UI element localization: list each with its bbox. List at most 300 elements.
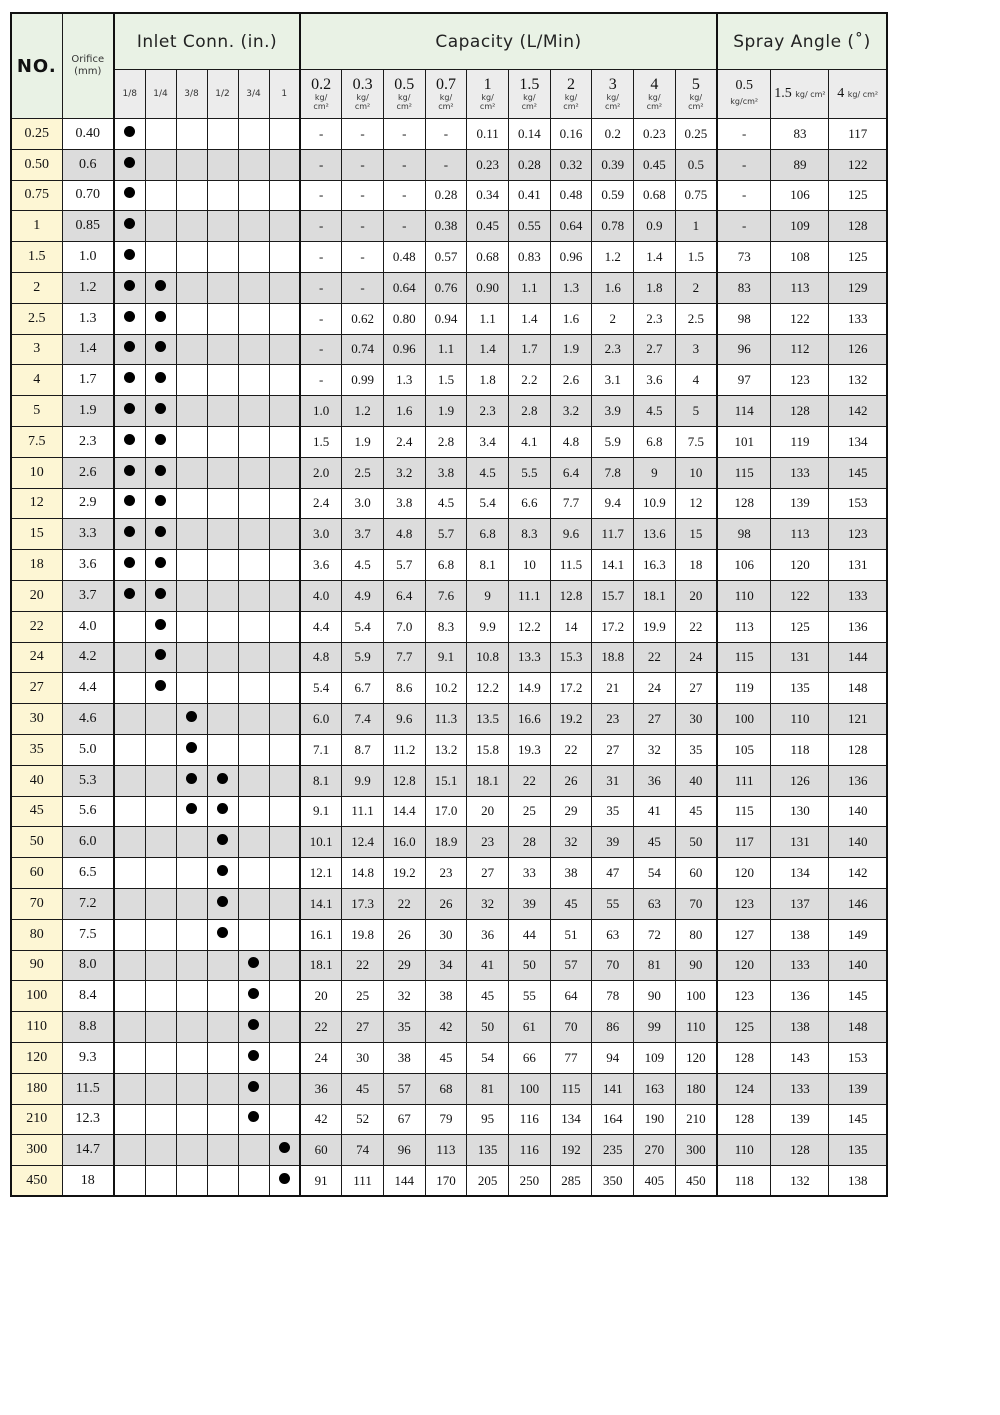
spray-angle-cell: 134 (771, 858, 829, 889)
nozzle-no-cell: 120 (11, 1042, 62, 1073)
available-dot-icon (248, 957, 259, 968)
orifice-cell: 0.6 (62, 149, 114, 180)
table-row (11, 1104, 887, 1135)
capacity-cell: 6.8 (634, 426, 676, 457)
capacity-cell: 50 (467, 1012, 509, 1043)
inlet-conn-cell (269, 272, 300, 303)
orifice-cell: 1.9 (62, 396, 114, 427)
capacity-cell: - (383, 180, 425, 211)
capacity-cell: 72 (634, 919, 676, 950)
capacity-cell: 17.2 (592, 611, 634, 642)
table-row (11, 919, 887, 950)
capacity-cell: 77 (550, 1042, 592, 1073)
capacity-cell: 0.41 (508, 180, 550, 211)
capacity-cell: 4.5 (425, 488, 467, 519)
nozzle-no-cell: 24 (11, 642, 62, 673)
capacity-cell: 1.6 (383, 396, 425, 427)
inlet-conn-cell (145, 765, 176, 796)
capacity-header: Capacity (L/Min) (300, 13, 717, 70)
capacity-cell: 0.96 (383, 334, 425, 365)
capacity-cell: 1.5 (300, 426, 342, 457)
pressure-value: 1.5 (519, 76, 540, 93)
spray-angle-cell: 135 (771, 673, 829, 704)
inlet-conn-cell (114, 334, 145, 365)
inlet-conn-cell (207, 611, 238, 642)
capacity-cell: 135 (467, 1135, 509, 1166)
inlet-conn-cell (269, 519, 300, 550)
inlet-conn-cell (238, 642, 269, 673)
table-row (11, 580, 887, 611)
capacity-cell: 9.9 (467, 611, 509, 642)
inlet-conn-cell (207, 919, 238, 950)
spray-angle-cell: 123 (717, 981, 771, 1012)
nozzle-no-cell: 50 (11, 827, 62, 858)
capacity-cell: 4.5 (634, 396, 676, 427)
capacity-cell: 42 (425, 1012, 467, 1043)
capacity-cell: - (342, 149, 384, 180)
available-dot-icon (124, 557, 135, 568)
orifice-cell: 3.7 (62, 580, 114, 611)
spray-angle-cell: 140 (829, 950, 887, 981)
inlet-conn-cell (114, 1012, 145, 1043)
capacity-cell: 0.28 (508, 149, 550, 180)
spray-angle-cell: 118 (771, 734, 829, 765)
nozzle-no-cell: 0.25 (11, 119, 62, 150)
spray-angle-cell: 139 (771, 488, 829, 519)
capacity-cell: 14.4 (383, 796, 425, 827)
capacity-cell: 1.9 (425, 396, 467, 427)
capacity-cell: 57 (550, 950, 592, 981)
capacity-cell: 0.34 (467, 180, 509, 211)
capacity-cell: 0.99 (342, 365, 384, 396)
capacity-cell: 20 (467, 796, 509, 827)
capacity-cell: 32 (467, 888, 509, 919)
inlet-conn-cell (176, 1135, 207, 1166)
capacity-cell: 9.6 (550, 519, 592, 550)
spray-angle-cell: 148 (829, 673, 887, 704)
inlet-conn-cell (207, 1104, 238, 1135)
table-row (11, 765, 887, 796)
available-dot-icon (155, 680, 166, 691)
capacity-cell: 32 (634, 734, 676, 765)
capacity-cell: 12.8 (550, 580, 592, 611)
spray-angle-cell: 145 (829, 981, 887, 1012)
table-row (11, 119, 887, 150)
spray-angle-cell: 136 (829, 765, 887, 796)
capacity-cell: 0.5 (675, 149, 717, 180)
inlet-conn-cell (207, 950, 238, 981)
available-dot-icon (186, 711, 197, 722)
table-row (11, 365, 887, 396)
capacity-cell: 2.0 (300, 457, 342, 488)
spray-angle-cell: 113 (771, 272, 829, 303)
capacity-cell: 0.2 (592, 119, 634, 150)
inlet-conn-cell (207, 334, 238, 365)
inlet-conn-cell (269, 334, 300, 365)
available-dot-icon (279, 1142, 290, 1153)
capacity-cell: 4.8 (300, 642, 342, 673)
capacity-cell: 450 (675, 1166, 717, 1197)
pressure-unit: kg/ (564, 93, 578, 102)
capacity-cell: 11.7 (592, 519, 634, 550)
spray-angle-cell: 83 (717, 272, 771, 303)
inlet-conn-cell (145, 149, 176, 180)
capacity-cell: 4.5 (467, 457, 509, 488)
capacity-pressure-header (592, 70, 634, 119)
capacity-cell: 63 (592, 919, 634, 950)
orifice-cell: 4.0 (62, 611, 114, 642)
table-row (11, 950, 887, 981)
capacity-cell: 0.62 (342, 303, 384, 334)
nozzle-no-cell: 15 (11, 519, 62, 550)
capacity-cell: 22 (300, 1012, 342, 1043)
capacity-cell: 141 (592, 1073, 634, 1104)
inlet-conn-cell (114, 611, 145, 642)
capacity-cell: 113 (425, 1135, 467, 1166)
spray-angle-cell: - (717, 149, 771, 180)
inlet-conn-cell (114, 1166, 145, 1197)
inlet-conn-cell (238, 180, 269, 211)
inlet-conn-cell (238, 303, 269, 334)
spray-angle-cell: 136 (829, 611, 887, 642)
inlet-conn-cell (145, 303, 176, 334)
inlet-conn-cell (269, 858, 300, 889)
inlet-conn-cell (114, 426, 145, 457)
available-dot-icon (248, 1081, 259, 1092)
available-dot-icon (217, 834, 228, 845)
inlet-conn-cell (145, 858, 176, 889)
capacity-cell: 32 (383, 981, 425, 1012)
orifice-cell: 5.0 (62, 734, 114, 765)
nozzle-no-cell: 180 (11, 1073, 62, 1104)
inlet-conn-cell (207, 180, 238, 211)
inlet-conn-cell (269, 673, 300, 704)
capacity-cell: 9.6 (383, 704, 425, 735)
inlet-conn-cell (269, 704, 300, 735)
spray-angle-cell: 125 (829, 242, 887, 273)
capacity-cell: 1.2 (592, 242, 634, 273)
nozzle-no-cell: 18 (11, 550, 62, 581)
orifice-cell: 2.3 (62, 426, 114, 457)
inlet-conn-cell (145, 580, 176, 611)
capacity-cell: 2.3 (592, 334, 634, 365)
orifice-cell: 18 (62, 1166, 114, 1197)
inlet-conn-cell (145, 827, 176, 858)
spray-angle-cell: 120 (717, 858, 771, 889)
capacity-cell: 19.8 (342, 919, 384, 950)
inlet-conn-cell (114, 858, 145, 889)
capacity-cell: 36 (634, 765, 676, 796)
inlet-conn-cell (145, 519, 176, 550)
inlet-conn-cell (269, 1042, 300, 1073)
inlet-conn-cell (207, 642, 238, 673)
capacity-cell: - (383, 149, 425, 180)
capacity-cell: 116 (508, 1104, 550, 1135)
nozzle-no-cell: 27 (11, 673, 62, 704)
table-row (11, 303, 887, 334)
capacity-cell: 11.2 (383, 734, 425, 765)
capacity-cell: 3.6 (634, 365, 676, 396)
available-dot-icon (124, 311, 135, 322)
capacity-cell: 163 (634, 1073, 676, 1104)
capacity-cell: - (342, 272, 384, 303)
capacity-cell: 54 (467, 1042, 509, 1073)
capacity-cell: 3.4 (467, 426, 509, 457)
capacity-cell: 36 (300, 1073, 342, 1104)
inlet-conn-cell (176, 180, 207, 211)
capacity-cell: - (383, 211, 425, 242)
spray-angle-cell: 137 (771, 888, 829, 919)
capacity-cell: 120 (675, 1042, 717, 1073)
inlet-conn-cell (145, 1042, 176, 1073)
capacity-pressure-header (300, 70, 342, 119)
pressure-unit: kg/ (648, 93, 661, 102)
spray-angle-cell: 118 (717, 1166, 771, 1197)
capacity-cell: 47 (592, 858, 634, 889)
pressure-unit: cm² (688, 102, 704, 111)
orifice-cell: 5.3 (62, 765, 114, 796)
spray-angle-header: Spray Angle (˚) (717, 13, 887, 70)
inlet-conn-cell (114, 488, 145, 519)
capacity-cell: 0.25 (675, 119, 717, 150)
capacity-cell: 3.0 (300, 519, 342, 550)
capacity-cell: 45 (550, 888, 592, 919)
inlet-conn-cell (176, 519, 207, 550)
nozzle-no-cell: 0.75 (11, 180, 62, 211)
orifice-cell: 3.6 (62, 550, 114, 581)
spray-angle-cell: 128 (717, 1104, 771, 1135)
inlet-conn-cell (238, 580, 269, 611)
spray-angle-cell: 133 (829, 303, 887, 334)
capacity-cell: 33 (508, 858, 550, 889)
capacity-cell: 11.5 (550, 550, 592, 581)
capacity-cell: 3.9 (592, 396, 634, 427)
inlet-conn-cell (145, 396, 176, 427)
capacity-cell: 35 (383, 1012, 425, 1043)
inlet-conn-cell (114, 704, 145, 735)
spray-angle-cell: 106 (717, 550, 771, 581)
capacity-cell: 35 (675, 734, 717, 765)
capacity-cell: 19.9 (634, 611, 676, 642)
orifice-cell: 1.0 (62, 242, 114, 273)
inlet-conn-cell (114, 550, 145, 581)
capacity-cell: 0.14 (508, 119, 550, 150)
table-row (11, 1166, 887, 1197)
spray-angle-cell: 136 (771, 981, 829, 1012)
inlet-conn-cell (269, 303, 300, 334)
capacity-cell: - (300, 365, 342, 396)
capacity-cell: 192 (550, 1135, 592, 1166)
capacity-cell: 0.48 (550, 180, 592, 211)
capacity-cell: 0.83 (508, 242, 550, 273)
capacity-pressure-header (467, 70, 509, 119)
capacity-cell: 7.6 (425, 580, 467, 611)
available-dot-icon (217, 927, 228, 938)
spray-angle-cell: 128 (829, 211, 887, 242)
capacity-cell: 1.4 (467, 334, 509, 365)
spray-angle-cell: 138 (829, 1166, 887, 1197)
pressure-unit: cm² (354, 102, 371, 111)
capacity-cell: 8.1 (300, 765, 342, 796)
capacity-cell: 7.7 (550, 488, 592, 519)
spray-angle-cell: 140 (829, 827, 887, 858)
inlet-conn-cell (114, 642, 145, 673)
table-row (11, 1135, 887, 1166)
inlet-conn-cell (145, 704, 176, 735)
capacity-cell: 190 (634, 1104, 676, 1135)
spray-angle-cell: 119 (717, 673, 771, 704)
pressure-unit: cm² (438, 102, 454, 111)
no-header: NO. (11, 13, 62, 119)
capacity-cell: 100 (508, 1073, 550, 1104)
capacity-cell: 3.8 (425, 457, 467, 488)
capacity-cell: 405 (634, 1166, 676, 1197)
capacity-cell: 9.1 (300, 796, 342, 827)
inlet-size-header: 3/8 (176, 70, 207, 119)
nozzle-no-cell: 70 (11, 888, 62, 919)
spray-angle-cell: 113 (717, 611, 771, 642)
table-row (11, 457, 887, 488)
inlet-conn-cell (114, 981, 145, 1012)
capacity-cell: 116 (508, 1135, 550, 1166)
capacity-pressure-header (508, 70, 550, 119)
spray-angle-cell: 123 (829, 519, 887, 550)
available-dot-icon (124, 526, 135, 537)
capacity-cell: 13.3 (508, 642, 550, 673)
nozzle-no-cell: 20 (11, 580, 62, 611)
table-row (11, 1073, 887, 1104)
inlet-conn-cell (176, 765, 207, 796)
available-dot-icon (155, 495, 166, 506)
capacity-cell: 27 (467, 858, 509, 889)
capacity-cell: 3.6 (300, 550, 342, 581)
capacity-cell: 60 (300, 1135, 342, 1166)
capacity-cell: 25 (508, 796, 550, 827)
orifice-cell: 2.6 (62, 457, 114, 488)
capacity-cell: 22 (634, 642, 676, 673)
capacity-cell: 24 (300, 1042, 342, 1073)
inlet-conn-cell (238, 888, 269, 919)
nozzle-no-cell: 2 (11, 272, 62, 303)
inlet-conn-cell (114, 457, 145, 488)
capacity-cell: 8.3 (425, 611, 467, 642)
available-dot-icon (124, 434, 135, 445)
spray-angle-cell: 122 (771, 580, 829, 611)
capacity-cell: 99 (634, 1012, 676, 1043)
spray-angle-cell: 138 (771, 1012, 829, 1043)
orifice-cell: 11.5 (62, 1073, 114, 1104)
capacity-cell: 15.8 (467, 734, 509, 765)
inlet-conn-cell (269, 1012, 300, 1043)
orifice-cell: 5.6 (62, 796, 114, 827)
spray-angle-cell: 126 (771, 765, 829, 796)
available-dot-icon (248, 988, 259, 999)
capacity-cell: 91 (300, 1166, 342, 1197)
capacity-cell: 2.3 (467, 396, 509, 427)
capacity-cell: 0.68 (467, 242, 509, 273)
capacity-cell: 1.0 (300, 396, 342, 427)
spray-angle-cell: 133 (771, 1073, 829, 1104)
table-row (11, 642, 887, 673)
capacity-cell: 3.1 (592, 365, 634, 396)
angle-pressure-unit: kg/ cm² (795, 89, 826, 99)
capacity-cell: 30 (425, 919, 467, 950)
capacity-cell: 11.3 (425, 704, 467, 735)
capacity-cell: 4.9 (342, 580, 384, 611)
spray-angle-cell: 149 (829, 919, 887, 950)
spray-angle-cell: 113 (771, 519, 829, 550)
capacity-cell: 16.3 (634, 550, 676, 581)
inlet-conn-cell (145, 1012, 176, 1043)
inlet-conn-cell (145, 734, 176, 765)
inlet-conn-cell (145, 1104, 176, 1135)
capacity-pressure-header (342, 70, 384, 119)
inlet-conn-cell (176, 734, 207, 765)
spray-angle-cell: - (717, 119, 771, 150)
inlet-conn-cell (176, 272, 207, 303)
pressure-value: 2 (567, 76, 575, 93)
inlet-conn-cell (238, 950, 269, 981)
capacity-cell: 16.0 (383, 827, 425, 858)
capacity-cell: 96 (383, 1135, 425, 1166)
capacity-cell: 17.2 (550, 673, 592, 704)
inlet-conn-cell (207, 550, 238, 581)
capacity-pressure-header (634, 70, 676, 119)
nozzle-no-cell: 90 (11, 950, 62, 981)
capacity-cell: 45 (425, 1042, 467, 1073)
capacity-cell: 0.55 (508, 211, 550, 242)
inlet-conn-cell (145, 888, 176, 919)
capacity-cell: 1.3 (383, 365, 425, 396)
capacity-cell: 6.7 (342, 673, 384, 704)
spray-angle-cell: 140 (829, 796, 887, 827)
capacity-cell: 19.3 (508, 734, 550, 765)
capacity-cell: 32 (550, 827, 592, 858)
spray-angle-cell: 153 (829, 488, 887, 519)
nozzle-no-cell: 10 (11, 457, 62, 488)
available-dot-icon (124, 280, 135, 291)
capacity-cell: 2.4 (300, 488, 342, 519)
capacity-cell: 15.1 (425, 765, 467, 796)
inlet-conn-cell (176, 488, 207, 519)
orifice-cell: 8.8 (62, 1012, 114, 1043)
capacity-cell: 13.5 (467, 704, 509, 735)
capacity-cell: 6.4 (383, 580, 425, 611)
inlet-conn-cell (145, 211, 176, 242)
inlet-conn-cell (269, 457, 300, 488)
inlet-conn-cell (238, 734, 269, 765)
nozzle-no-cell: 12 (11, 488, 62, 519)
inlet-conn-cell (207, 519, 238, 550)
available-dot-icon (155, 465, 166, 476)
inlet-conn-cell (207, 704, 238, 735)
inlet-conn-cell (207, 765, 238, 796)
available-dot-icon (155, 311, 166, 322)
inlet-conn-cell (114, 1104, 145, 1135)
capacity-cell: 15.3 (550, 642, 592, 673)
spray-angle-cell: 133 (829, 580, 887, 611)
inlet-conn-cell (176, 1012, 207, 1043)
capacity-cell: 7.4 (342, 704, 384, 735)
capacity-cell: 4.5 (342, 550, 384, 581)
capacity-cell: 90 (675, 950, 717, 981)
available-dot-icon (124, 157, 135, 168)
nozzle-no-cell: 1 (11, 211, 62, 242)
spray-angle-cell: 123 (717, 888, 771, 919)
capacity-cell: 67 (383, 1104, 425, 1135)
inlet-conn-cell (207, 1042, 238, 1073)
capacity-cell: 15.7 (592, 580, 634, 611)
